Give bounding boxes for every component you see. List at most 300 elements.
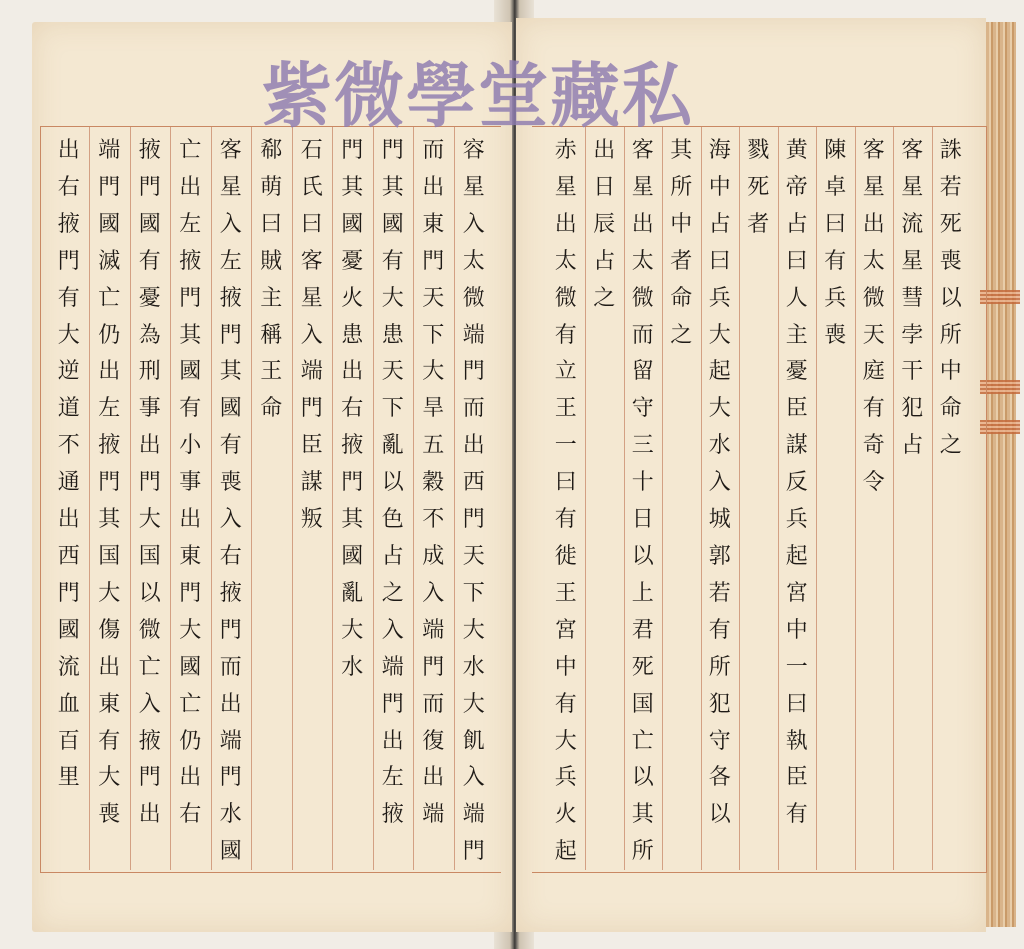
character: 命: [939, 396, 962, 422]
character: 曰: [708, 248, 731, 274]
character: 君: [631, 617, 654, 643]
character: 百: [57, 728, 80, 754]
character: 者: [670, 248, 693, 274]
character: 端: [462, 802, 485, 828]
character: 其: [341, 507, 364, 533]
character: 門: [422, 654, 445, 680]
character: 亡: [631, 728, 654, 754]
character: 端: [422, 617, 445, 643]
character: 命: [670, 285, 693, 311]
character: 兵: [785, 507, 808, 533]
character: 卓: [824, 174, 847, 200]
character: 里: [57, 765, 80, 791]
character: 大: [98, 580, 121, 606]
character: 門: [341, 138, 364, 163]
character: 石: [300, 138, 323, 163]
character: 火: [341, 285, 364, 311]
character: 天: [381, 359, 404, 385]
character: 門: [57, 580, 80, 606]
character: 中: [670, 211, 693, 237]
character: 患: [381, 322, 404, 348]
character: 犯: [901, 396, 924, 422]
character: 出: [462, 433, 485, 459]
character: 執: [785, 728, 808, 754]
character: 大: [98, 765, 121, 791]
character: 入: [138, 691, 161, 717]
character: 國: [57, 617, 80, 643]
character: 門: [138, 174, 161, 200]
character: 喪: [824, 322, 847, 348]
character: 右: [179, 802, 202, 828]
character: 端: [462, 322, 485, 348]
character: 戮: [747, 138, 770, 163]
character: 曰: [554, 470, 577, 496]
character: 成: [422, 543, 445, 569]
text-column: [172, 133, 208, 834]
character: 以: [138, 580, 161, 606]
character: 國: [381, 211, 404, 237]
character: 若: [708, 580, 731, 606]
character: 水: [708, 433, 731, 459]
character: 水: [219, 802, 242, 828]
character: 國: [341, 211, 364, 237]
character: 而: [462, 396, 485, 422]
character: 仍: [179, 728, 202, 754]
character: 掖: [219, 580, 242, 606]
character: 中: [939, 359, 962, 385]
character: 一: [554, 433, 577, 459]
character: 三: [631, 433, 654, 459]
character: 入: [708, 470, 731, 496]
text-column: [91, 133, 127, 834]
character: 天: [862, 322, 885, 348]
character: 出: [341, 359, 364, 385]
character: 色: [381, 507, 404, 533]
character: 其: [219, 359, 242, 385]
character: 守: [708, 728, 731, 754]
character: 所: [631, 839, 654, 865]
character: 掖: [341, 433, 364, 459]
character: 大: [708, 322, 731, 348]
character: 有: [554, 507, 577, 533]
character: 水: [341, 654, 364, 680]
character: 国: [98, 543, 121, 569]
character: 兵: [708, 285, 731, 311]
character: 有: [138, 248, 161, 274]
character: 掖: [138, 138, 161, 163]
character: 入: [462, 765, 485, 791]
character: 者: [747, 211, 770, 237]
character: 有: [554, 322, 577, 348]
character: 入: [462, 211, 485, 237]
character: 出: [138, 433, 161, 459]
character: 端: [219, 728, 242, 754]
character: 小: [179, 433, 202, 459]
character: 西: [462, 470, 485, 496]
character: 太: [462, 248, 485, 274]
character: 入: [381, 617, 404, 643]
character: 庭: [862, 359, 885, 385]
character: 臣: [300, 433, 323, 459]
character: 大: [57, 322, 80, 348]
character: 王: [554, 580, 577, 606]
character: 星: [219, 174, 242, 200]
character: 仍: [98, 322, 121, 348]
character: 国: [138, 543, 161, 569]
character: 憂: [785, 359, 808, 385]
character: 曰: [300, 211, 323, 237]
text-column: [456, 133, 492, 871]
character: 立: [554, 359, 577, 385]
character: 而: [219, 654, 242, 680]
character: 亂: [341, 580, 364, 606]
character: 大: [462, 617, 485, 643]
character: 客: [862, 138, 885, 163]
character: 星: [901, 174, 924, 200]
character: 掖: [138, 728, 161, 754]
character: 門: [219, 765, 242, 791]
character: 出: [179, 174, 202, 200]
character: 端: [381, 654, 404, 680]
character: 国: [631, 691, 654, 717]
character: 門: [57, 248, 80, 274]
character: 端: [300, 359, 323, 385]
column-rule: [89, 127, 90, 870]
character: 掖: [98, 433, 121, 459]
character: 星: [300, 285, 323, 311]
character: 下: [422, 322, 445, 348]
character: 萌: [260, 174, 283, 200]
column-rule: [170, 127, 171, 870]
character: 門: [462, 507, 485, 533]
character: 賊: [260, 248, 283, 274]
character: 有: [98, 728, 121, 754]
character: 旱: [422, 396, 445, 422]
character: 太: [862, 248, 885, 274]
character: 亂: [381, 433, 404, 459]
character: 日: [631, 507, 654, 533]
character: 飢: [462, 728, 485, 754]
character: 出: [422, 174, 445, 200]
character: 門: [98, 174, 121, 200]
character: 微: [462, 285, 485, 311]
character: 右: [341, 396, 364, 422]
character: 彗: [901, 285, 924, 311]
character: 門: [462, 359, 485, 385]
text-column: [586, 133, 622, 318]
character: 國: [219, 839, 242, 865]
character: 亡: [138, 654, 161, 680]
character: 門: [381, 691, 404, 717]
character: 門: [381, 138, 404, 163]
text-column: [779, 133, 815, 834]
character: 曰: [785, 248, 808, 274]
character: 復: [422, 728, 445, 754]
text-column: [253, 133, 289, 428]
character: 出: [554, 211, 577, 237]
character: 星: [862, 174, 885, 200]
character: 左: [179, 211, 202, 237]
character: 以: [631, 543, 654, 569]
character: 有: [554, 691, 577, 717]
character: 之: [670, 322, 693, 348]
character: 端: [98, 138, 121, 163]
character: 不: [422, 507, 445, 533]
character: 有: [708, 617, 731, 643]
character: 死: [939, 211, 962, 237]
character: 其: [381, 174, 404, 200]
text-column: [415, 133, 451, 834]
character: 各: [708, 765, 731, 791]
character: 令: [862, 470, 885, 496]
character: 掖: [219, 285, 242, 311]
character: 其: [179, 322, 202, 348]
character: 客: [219, 138, 242, 163]
character: 微: [138, 617, 161, 643]
text-column: [933, 133, 969, 465]
character: 通: [57, 470, 80, 496]
character: 反: [785, 470, 808, 496]
character: 天: [462, 543, 485, 569]
character: 入: [422, 580, 445, 606]
character: 門: [300, 396, 323, 422]
character: 氏: [300, 174, 323, 200]
character: 國: [138, 211, 161, 237]
character: 喪: [98, 802, 121, 828]
character: 事: [138, 396, 161, 422]
character: 中: [554, 654, 577, 680]
character: 留: [631, 359, 654, 385]
character: 國: [98, 211, 121, 237]
character: 入: [300, 322, 323, 348]
character: 門: [219, 617, 242, 643]
character: 刑: [138, 359, 161, 385]
character: 水: [462, 654, 485, 680]
character: 事: [179, 470, 202, 496]
character: 五: [422, 433, 445, 459]
character: 帝: [785, 174, 808, 200]
character: 亡: [179, 691, 202, 717]
character: 叛: [300, 507, 323, 533]
character: 陳: [824, 138, 847, 163]
character: 出: [179, 507, 202, 533]
text-column: [702, 133, 738, 834]
character: 海: [708, 138, 731, 163]
character: 左: [219, 248, 242, 274]
character: 而: [422, 691, 445, 717]
character: 有: [824, 248, 847, 274]
character: 宮: [554, 617, 577, 643]
character: 大: [462, 691, 485, 717]
character: 徙: [554, 543, 577, 569]
character: 一: [785, 654, 808, 680]
character: 所: [708, 654, 731, 680]
character: 星: [901, 248, 924, 274]
character: 其: [98, 507, 121, 533]
column-rule: [332, 127, 333, 870]
character: 謀: [785, 433, 808, 459]
character: 中: [708, 174, 731, 200]
character: 東: [422, 211, 445, 237]
character: 入: [219, 507, 242, 533]
character: 大: [708, 396, 731, 422]
character: 憂: [138, 285, 161, 311]
text-column: [663, 133, 699, 354]
character: 門: [462, 839, 485, 865]
character: 其: [670, 138, 693, 163]
character: 孛: [901, 322, 924, 348]
character: 出: [57, 507, 80, 533]
character: 下: [462, 580, 485, 606]
character: 出: [862, 211, 885, 237]
character: 星: [631, 174, 654, 200]
character: 起: [785, 543, 808, 569]
text-column: [817, 133, 853, 354]
character: 赤: [554, 138, 577, 163]
character: 十: [631, 470, 654, 496]
character: 出: [57, 138, 80, 163]
page-edges: [986, 22, 1016, 927]
character: 其: [631, 802, 654, 828]
character: 血: [57, 691, 80, 717]
character: 傷: [98, 617, 121, 643]
character: 有: [57, 285, 80, 311]
character: 國: [341, 543, 364, 569]
character: 天: [422, 285, 445, 311]
character: 而: [422, 138, 445, 163]
character: 大: [554, 728, 577, 754]
character: 出: [422, 765, 445, 791]
collector-seal: 紫微學堂藏私: [262, 54, 694, 137]
character: 有: [381, 248, 404, 274]
character: 亡: [179, 138, 202, 163]
column-rule: [413, 127, 414, 870]
character: 流: [57, 654, 80, 680]
character: 有: [219, 433, 242, 459]
character: 死: [747, 174, 770, 200]
character: 門: [341, 470, 364, 496]
character: 臣: [785, 765, 808, 791]
character: 流: [901, 211, 924, 237]
character: 以: [631, 765, 654, 791]
character: 亡: [98, 285, 121, 311]
character: 太: [631, 248, 654, 274]
character: 臣: [785, 396, 808, 422]
character: 奇: [862, 433, 885, 459]
character: 為: [138, 322, 161, 348]
character: 占: [901, 433, 924, 459]
character: 大: [179, 617, 202, 643]
character: 王: [260, 359, 283, 385]
character: 兵: [824, 285, 847, 311]
character: 門: [179, 580, 202, 606]
text-column: [334, 133, 370, 687]
text-column: [894, 133, 930, 465]
character: 郗: [260, 138, 283, 163]
character: 王: [554, 396, 577, 422]
character: 客: [631, 138, 654, 163]
character: 曰: [260, 211, 283, 237]
character: 喪: [219, 470, 242, 496]
text-column: [856, 133, 892, 502]
character: 大: [422, 359, 445, 385]
character: 中: [785, 617, 808, 643]
character: 門: [138, 470, 161, 496]
character: 誅: [939, 138, 962, 163]
character: 憂: [341, 248, 364, 274]
character: 逆: [57, 359, 80, 385]
character: 出: [593, 138, 616, 163]
text-column: [132, 133, 168, 834]
character: 上: [631, 580, 654, 606]
character: 之: [939, 433, 962, 459]
character: 太: [554, 248, 577, 274]
character: 國: [179, 654, 202, 680]
character: 端: [422, 802, 445, 828]
character: 入: [219, 211, 242, 237]
character: 有: [179, 396, 202, 422]
character: 所: [939, 322, 962, 348]
character: 以: [939, 285, 962, 311]
character: 門: [98, 470, 121, 496]
character: 主: [260, 285, 283, 311]
character: 出: [631, 211, 654, 237]
character: 人: [785, 285, 808, 311]
character: 之: [381, 580, 404, 606]
character: 稱: [260, 322, 283, 348]
character: 大: [381, 285, 404, 311]
character: 出: [98, 654, 121, 680]
character: 占: [785, 211, 808, 237]
text-column: [51, 133, 87, 797]
text-column: [740, 133, 776, 244]
character: 星: [462, 174, 485, 200]
character: 星: [554, 174, 577, 200]
text-column: [625, 133, 661, 871]
character: 出: [381, 728, 404, 754]
character: 若: [939, 174, 962, 200]
character: 辰: [593, 211, 616, 237]
character: 滅: [98, 248, 121, 274]
character: 穀: [422, 470, 445, 496]
character: 客: [300, 248, 323, 274]
character: 下: [381, 396, 404, 422]
character: 不: [57, 433, 80, 459]
character: 掖: [179, 248, 202, 274]
character: 左: [381, 765, 404, 791]
column-rule: [251, 127, 252, 870]
character: 道: [57, 396, 80, 422]
character: 患: [341, 322, 364, 348]
character: 容: [462, 138, 485, 163]
character: 客: [901, 138, 924, 163]
character: 曰: [785, 691, 808, 717]
character: 國: [179, 359, 202, 385]
character: 曰: [824, 211, 847, 237]
character: 左: [98, 396, 121, 422]
text-column: [294, 133, 330, 539]
character: 占: [381, 543, 404, 569]
character: 掖: [381, 802, 404, 828]
character: 有: [862, 396, 885, 422]
character: 起: [554, 839, 577, 865]
character: 微: [631, 285, 654, 311]
character: 死: [631, 654, 654, 680]
character: 起: [708, 359, 731, 385]
character: 出: [179, 765, 202, 791]
character: 以: [381, 470, 404, 496]
character: 出: [138, 802, 161, 828]
